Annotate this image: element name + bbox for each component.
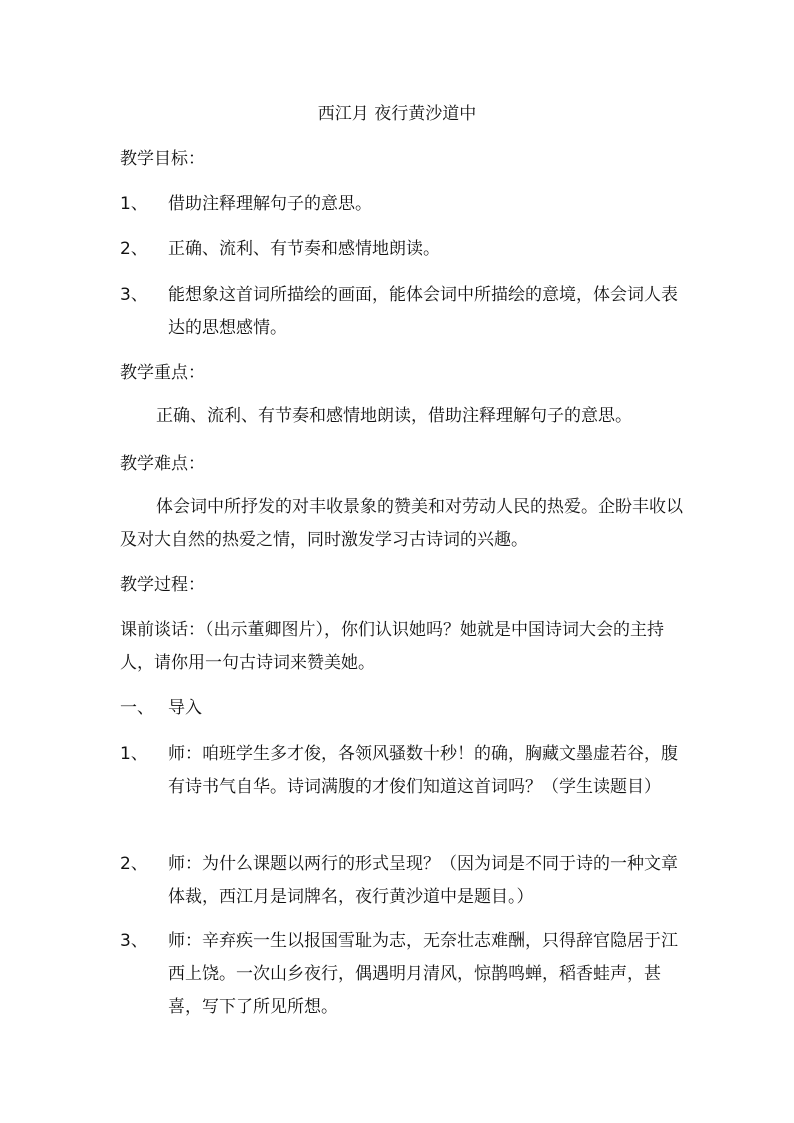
step-text: 师：辛弃疾一生以报国雪耻为志，无奈壮志难酬，只得辞官隐居于江西上饶。一次山乡夜行，偶遇明月清风，惊鹊鸣蝉，稻香蛙声，甚喜，写下了所见所想。 bbox=[168, 931, 678, 1017]
objective-item bbox=[120, 188, 680, 221]
difficulties-text: 体会词中所抒发的对丰收景象的赞美和对劳动人民的热爱。企盼丰收以及对大自然的热爱之情，同时激发学习古诗词的兴趣。 bbox=[120, 497, 683, 550]
objective-item bbox=[120, 279, 680, 345]
key-points-heading: 教学重点： bbox=[120, 363, 205, 383]
step-number: 1、 bbox=[120, 744, 148, 764]
pre-class-talk: 课前谈话：（出示董卿图片），你们认识她吗？她就是中国诗词大会的主持人，请你用一句古诗词来赞美她。 bbox=[120, 620, 664, 673]
key-points-text: 正确、流利、有节奏和感情地朗读，借助注释理解句子的意思。 bbox=[156, 406, 632, 426]
objective-text: 能想象这首词所描绘的画面，能体会词中所描绘的意境，体会词人表达的思想感情。 bbox=[168, 285, 678, 338]
process-step bbox=[120, 738, 680, 804]
objectives-heading: 教学目标： bbox=[120, 149, 205, 169]
step-number: 2、 bbox=[120, 854, 148, 874]
step-text: 师：为什么课题以两行的形式呈现？（因为词是不同于诗的一种文章体裁，西江月是词牌名，夜行黄沙道中是题目。） bbox=[168, 854, 678, 907]
objective-number: 1、 bbox=[120, 194, 148, 214]
step-number: 3、 bbox=[120, 931, 148, 951]
process-step bbox=[120, 925, 680, 1024]
objective-item bbox=[120, 233, 680, 266]
process-step bbox=[120, 848, 680, 914]
objective-number: 3、 bbox=[120, 285, 148, 305]
section-number: 一、 bbox=[120, 698, 154, 718]
document-title: 西江月 夜行黄沙道中 bbox=[317, 104, 477, 124]
difficulties-heading: 教学难点： bbox=[120, 454, 205, 474]
process-heading: 教学过程： bbox=[120, 575, 205, 595]
step-text: 师：咱班学生多才俊，各领风骚数十秒！的确，胸藏文墨虚若谷，腹有诗书气自华。诗词满腹的才俊们知道这首词吗？（学生读题目） bbox=[168, 744, 678, 797]
objective-text: 正确、流利、有节奏和感情地朗读。 bbox=[168, 239, 440, 259]
section-heading bbox=[120, 692, 680, 725]
objective-number: 2、 bbox=[120, 239, 148, 259]
section-title: 导入 bbox=[168, 698, 202, 718]
objective-text: 借助注释理解句子的意思。 bbox=[168, 194, 372, 214]
